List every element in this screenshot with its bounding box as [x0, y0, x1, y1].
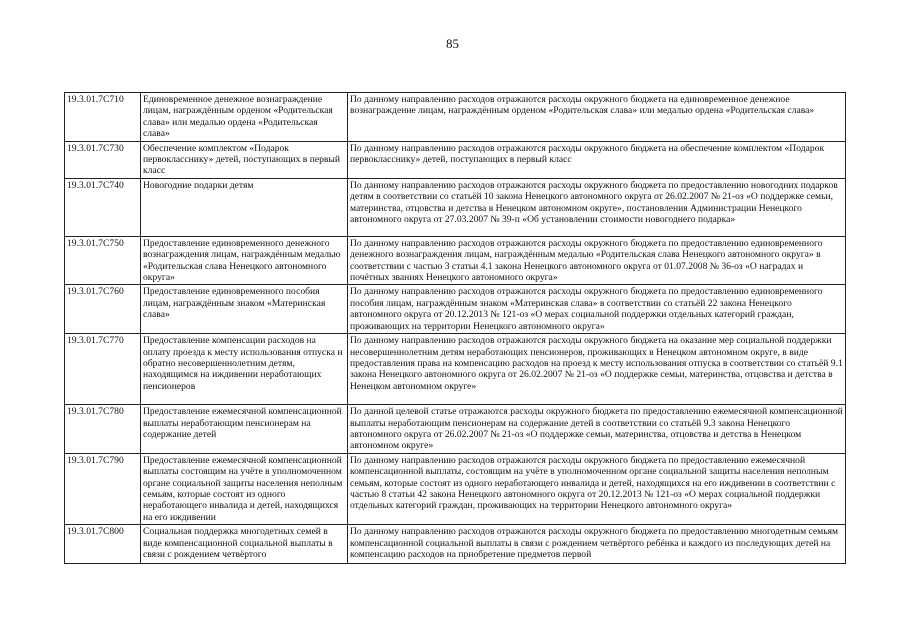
table-row: [65, 405, 846, 454]
expense-direction-name: Новогодние подарки детям: [141, 178, 348, 236]
target-article-code: 19.3.01.7С760: [65, 285, 141, 334]
table-row: [65, 285, 846, 334]
expense-description: По данному направлению расходов отражаются расходы окружного бюджета по предоставлению многодетным семьям компенсационной социальной выплаты в связи с рождением четвёртого ребёнка и каждого из последующих детей на компенсацию расходов на приобретение предметов первой: [348, 525, 846, 564]
expense-direction-name: Предоставление единовременного пособия лицам, награждённым знаком «Материнская слава»: [141, 285, 348, 334]
table-row: [65, 453, 846, 524]
target-article-code: 19.3.01.7С800: [65, 525, 141, 564]
table-row: [65, 236, 846, 285]
expense-description: По данному направлению расходов отражаются расходы окружного бюджета по предоставлению единовременного пособия лицам, награждённым знаком «Материнская слава» в соответствии со статьёй 22 закона Ненецкого автономного округа от 20.12.2013 № 121-оз «О мерах социальной поддержки отдельных категорий граждан, проживающих на территории Ненецкого автономного округа»: [348, 285, 846, 334]
expense-description: По данному направлению расходов отражаются расходы окружного бюджета по предоставлению новогодних подарков детям в соответствии со статьёй 10 закона Ненецкого автономного округа от 26.02.2007 № 21-оз «О поддержке семьи, материнства, отцовства и детства в Ненецком автономном округе», постановления Администрации Ненецкого автономного округа от 27.03.2007 № 39-п «Об установлении стоимости новогоднего подарка»: [348, 178, 846, 236]
expense-description: По данному направлению расходов отражаются расходы окружного бюджета по предоставлению единовременного денежного вознаграждения лицам, награждённым медалью «Родительская слава Ненецкого автономного округа» в соответствии с частью 3 статьи 4.1 закона Ненецкого автономного округа от 01.07.2008 № 36-оз «О наградах и почётных званиях Ненецкого автономного округа»: [348, 236, 846, 285]
expense-direction-name: Предоставление единовременного денежного вознаграждения лицам, награждённым медалью «Родительская слава Ненецкого автономного округа»: [141, 236, 348, 285]
expense-direction-name: Социальная поддержка многодетных семей в виде компенсационной социальной выплаты в связи с рождением четвёртого: [141, 525, 348, 564]
table-row: [65, 525, 846, 564]
page-number: 85: [446, 36, 459, 51]
target-article-code: 19.3.01.7С740: [65, 178, 141, 236]
table-row: [65, 93, 846, 142]
expense-description: По данному направлению расходов отражаются расходы окружного бюджета по предоставлению ежемесячной компенсационной выплаты, состоящим на учёте в уполномоченном органе социальной защиты населения неполным семьям, которые состоят из одного неработающего инвалида и детей, находящихся на его иждивении в соответствии с частью 8 статьи 42 закона Ненецкого автономного округа от 20.12.2013 № 121-оз «О мерах социальной поддержки отдельных категорий граждан, проживающих на территории Ненецкого автономного округа»: [348, 453, 846, 524]
expense-direction-name: Предоставление ежемесячной компенсационной выплаты неработающим пенсионерам на содержание детей: [141, 405, 348, 454]
table-row: [65, 141, 846, 178]
budget-classification-table: [64, 92, 846, 564]
expense-description: По данному направлению расходов отражаются расходы окружного бюджета на единовременное денежное вознаграждение лицам, награждённым орденом «Родительская слава» или медалью ордена «Родительская слава»: [348, 93, 846, 142]
expense-direction-name: Единовременное денежное вознаграждение лицам, награждённым орденом «Родительская слава» или медалью ордена «Родительская слава»: [141, 93, 348, 142]
target-article-code: 19.3.01.7С730: [65, 141, 141, 178]
target-article-code: 19.3.01.7С780: [65, 405, 141, 454]
target-article-code: 19.3.01.7С770: [65, 334, 141, 405]
expense-description: По данной целевой статье отражаются расходы окружного бюджета по предоставлению ежемесячной компенсационной выплаты неработающим пенсионерам на содержание детей в соответствии со статьёй 9.3 закона Ненецкого автономного округа от 26.02.2007 № 21-оз «О поддержке семьи, материнства, отцовства и детства в Ненецком автономном округе»: [348, 405, 846, 454]
target-article-code: 19.3.01.7С710: [65, 93, 141, 142]
expense-direction-name: Предоставление ежемесячной компенсационной выплаты состоящим на учёте в уполномоченном органе социальной защиты населения неполным семьям, которые состоят из одного неработающего инвалида и детей, находящихся на его иждивении: [141, 453, 348, 524]
target-article-code: 19.3.01.7С750: [65, 236, 141, 285]
expense-description: По данному направлению расходов отражаются расходы окружного бюджета на обеспечение комплектом «Подарок первокласснику» детей, поступающих в первый класс: [348, 141, 846, 178]
table-row: [65, 334, 846, 405]
expense-description: По данному направлению расходов отражаются расходы окружного бюджета на оказание мер социальной поддержки несовершеннолетним детям неработающих пенсионеров, проживающих в Ненецком автономном округе, в виде предоставления права на компенсацию расходов на проезд к месту использования отпуска в соответствии со статьёй 9.1 закона Ненецкого автономного округа от 26.02.2007 № 21-оз «О поддержке семьи, материнства, отцовства и детства в Ненецком автономном округе»: [348, 334, 846, 405]
table-row: [65, 178, 846, 236]
expense-direction-name: Предоставление компенсации расходов на оплату проезда к месту использования отпуска и обратно несовершеннолетним детям, находящимся на иждивении неработающих пенсионеров: [141, 334, 348, 405]
target-article-code: 19.3.01.7С790: [65, 453, 141, 524]
expense-direction-name: Обеспечение комплектом «Подарок первокласснику» детей, поступающих в первый класс: [141, 141, 348, 178]
